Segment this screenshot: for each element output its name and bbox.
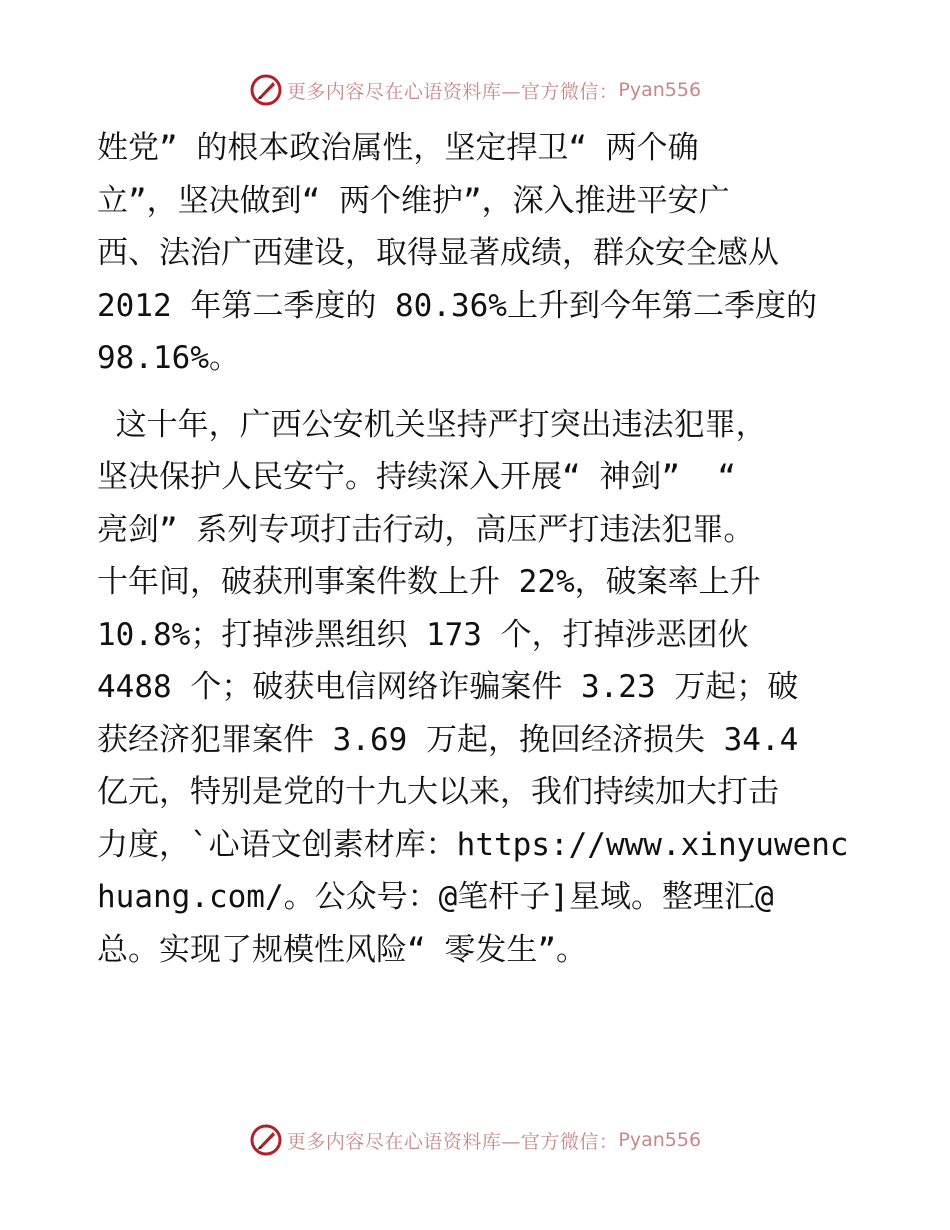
footer-banner-wechat-id: Pyan556 — [618, 1129, 702, 1151]
footer-banner — [0, 1120, 950, 1160]
paragraph-1 — [97, 122, 857, 385]
document-body — [97, 122, 857, 976]
text-line: 姓党” 的根本政治属性，坚定捍卫“ 两个确 — [97, 130, 699, 166]
quill-pen-logo-icon — [249, 73, 283, 107]
text-line: 98.16%。 — [97, 340, 240, 376]
footer-banner-text: 更多内容尽在心语资料库—官方微信： — [286, 1130, 619, 1153]
text-line: 立”，坚决做到“ 两个维护”，深入推进平安广 — [97, 182, 730, 219]
text-line: 亿元，特别是党的十九大以来，我们持续加大打击 — [97, 774, 779, 810]
paragraph-2 — [97, 399, 857, 977]
text-line: 十年间，破获刑事案件数上升 22%，破案率上升 — [97, 564, 761, 600]
text-line: 4488 个；破获电信网络诈骗案件 3.23 万起；破 — [97, 669, 799, 705]
text-line: huang.com/。公众号：@笔杆子]星域。整理汇@ — [97, 879, 774, 915]
text-line: 西、法治广西建设，取得显著成绩，群众安全感从 — [97, 235, 779, 271]
quill-pen-logo-icon — [249, 1123, 283, 1157]
text-line: 这十年，广西公安机关坚持严打突出违法犯罪， — [97, 406, 767, 443]
header-banner-text: 更多内容尽在心语资料库—官方微信： — [286, 80, 619, 103]
text-line: 总。实现了规模性风险“ 零发生”。 — [97, 931, 587, 968]
header-banner-wechat-id: Pyan556 — [618, 79, 702, 101]
text-line: 坚决保护人民安宁。持续深入开展“ 神剑” “ — [97, 459, 736, 495]
text-line: 力度，`心语文创素材库：https://www.xinyuwenc — [97, 826, 849, 863]
header-banner — [0, 70, 950, 110]
text-line: 获经济犯罪案件 3.69 万起，挽回经济损失 34.4 — [97, 721, 799, 758]
text-line: 2012 年第二季度的 80.36%上升到今年第二季度的 — [97, 287, 817, 324]
paragraph-gap — [97, 385, 857, 399]
text-line: 亮剑” 系列专项打击行动，高压严打违法犯罪。 — [97, 511, 755, 548]
text-line: 10.8%；打掉涉黑组织 173 个，打掉涉恶团伙 — [97, 616, 749, 653]
